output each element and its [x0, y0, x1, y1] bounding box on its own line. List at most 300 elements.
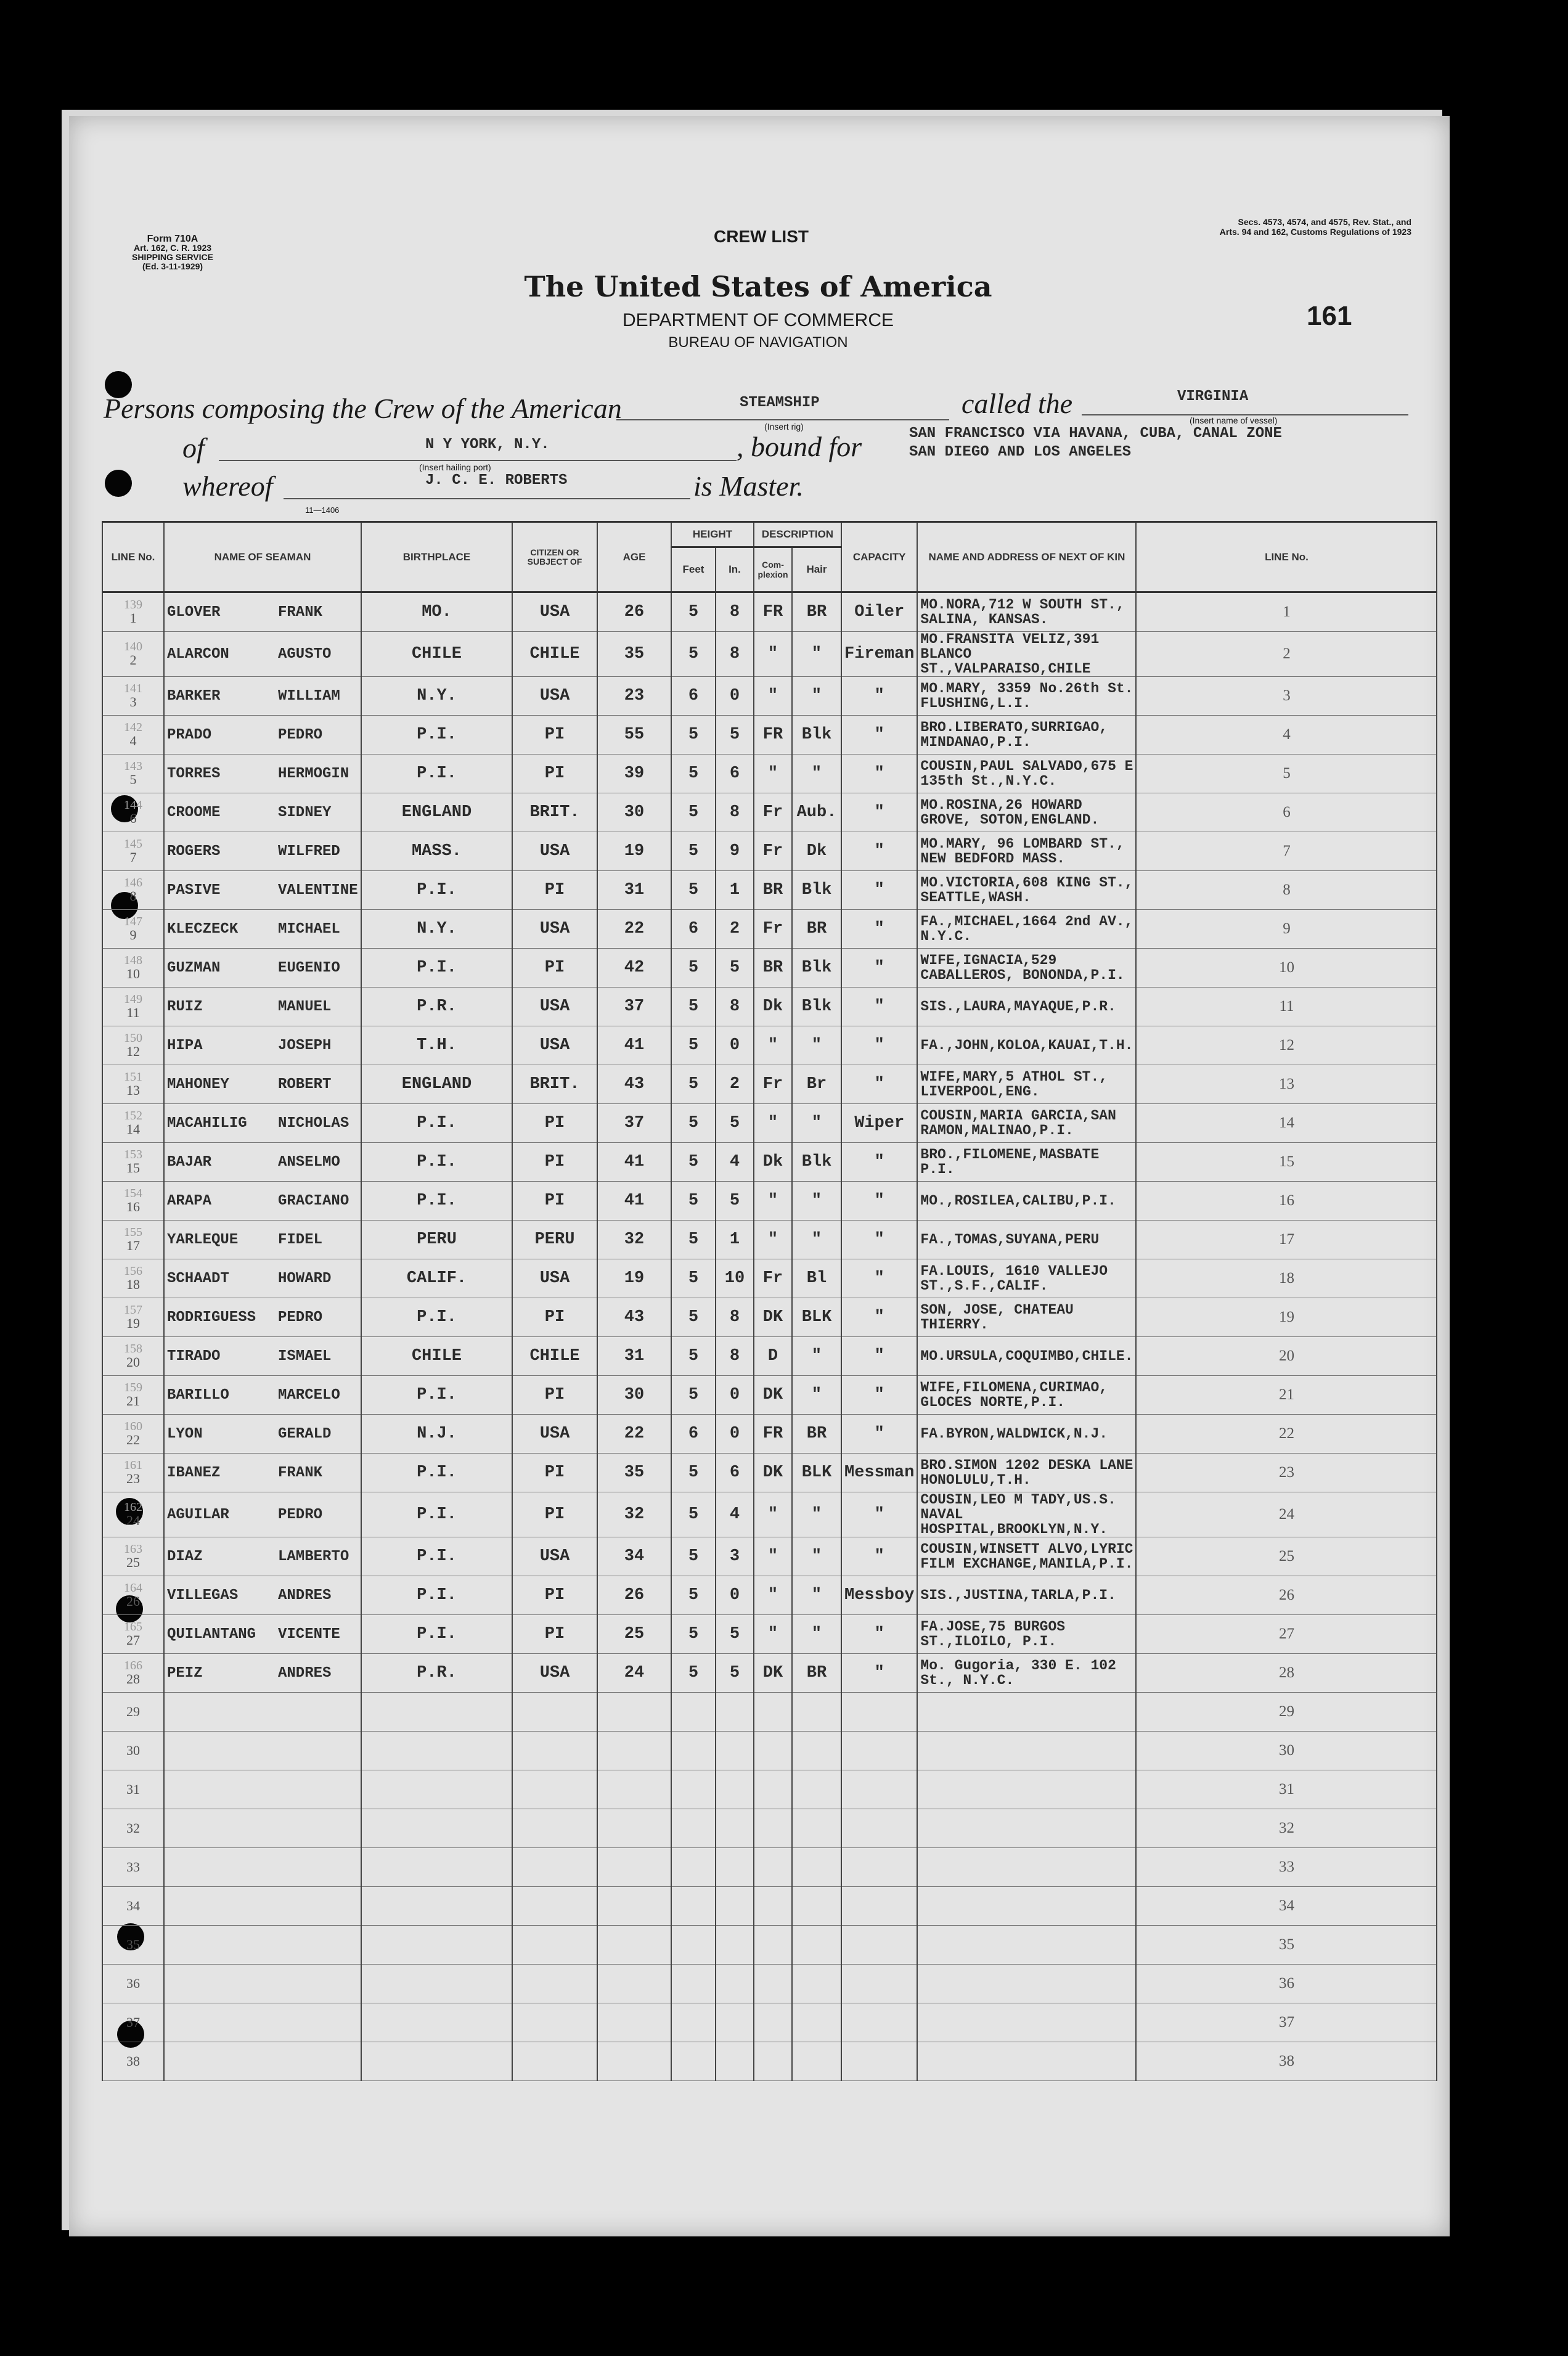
seaman-name-cell: [164, 1848, 361, 1887]
hair-cell: [792, 1809, 841, 1848]
birthplace-cell: P.I.: [361, 1182, 512, 1221]
height-feet-cell: 5: [671, 949, 716, 988]
complexion-cell: FR: [754, 592, 792, 632]
line-number-right-cell: 25: [1136, 1537, 1437, 1576]
next-of-kin-cell: FA.,TOMAS,SUYANA,PERU: [917, 1221, 1136, 1259]
height-feet-cell: 5: [671, 1259, 716, 1298]
seaman-name-cell: [164, 1965, 361, 2003]
complexion-cell: DK: [754, 1376, 792, 1415]
height-feet-cell: 5: [671, 1376, 716, 1415]
complexion-cell: [754, 1770, 792, 1809]
table-header: [102, 522, 1490, 547]
line-number-cell: [102, 1026, 164, 1065]
seaman-name-cell: [164, 1809, 361, 1848]
next-of-kin-cell: [917, 1693, 1136, 1732]
citizen-cell: PI: [512, 1182, 597, 1221]
complexion-cell: [754, 1887, 792, 1926]
given-name: GRACIANO: [278, 1192, 349, 1209]
citizen-cell: PI: [512, 1615, 597, 1654]
line-number-cell: [102, 1259, 164, 1298]
citizen-cell: USA: [512, 677, 597, 716]
destination-line2: SAN DIEGO AND LOS ANGELES: [909, 444, 1132, 460]
age-cell: [597, 1965, 671, 2003]
hair-cell: Bl: [792, 1259, 841, 1298]
line-number: 6: [129, 811, 137, 826]
line-number-cell: [102, 2003, 164, 2042]
surname: LYON: [167, 1425, 203, 1442]
line-number-right-cell: 22: [1136, 1415, 1437, 1454]
given-name: ANDRES: [278, 1664, 332, 1682]
col-age: AGE: [597, 522, 671, 592]
next-of-kin-cell: [917, 1770, 1136, 1809]
hair-cell: BLK: [792, 1298, 841, 1337]
serial-number: 148: [124, 954, 142, 967]
col-line-no: LINE No.: [102, 522, 164, 592]
seaman-name-cell: [164, 832, 361, 871]
next-of-kin-cell: [917, 2003, 1136, 2042]
given-name: MARCELO: [278, 1386, 340, 1404]
height-inches-cell: [716, 1887, 754, 1926]
age-cell: 41: [597, 1182, 671, 1221]
height-inches-cell: 0: [716, 1415, 754, 1454]
serial-number: 158: [124, 1342, 142, 1356]
line-number-right-cell: 9: [1136, 910, 1437, 949]
seaman-name-cell: [164, 1104, 361, 1143]
complexion-cell: DK: [754, 1654, 792, 1693]
citizen-cell: PI: [512, 716, 597, 755]
line-number-cell: [102, 1965, 164, 2003]
seaman-name-cell: [164, 1537, 361, 1576]
height-inches-cell: [716, 1809, 754, 1848]
rig-value: STEAMSHIP: [740, 395, 820, 411]
complexion-cell: [754, 1809, 792, 1848]
serial-number: 165: [124, 1620, 142, 1634]
surname: PEIZ: [167, 1664, 203, 1682]
table-row: [102, 1848, 1490, 1887]
height-inches-cell: 1: [716, 1221, 754, 1259]
line-number: 22: [126, 1432, 140, 1447]
line-number: 31: [126, 1781, 140, 1797]
age-cell: 42: [597, 949, 671, 988]
line-number-cell: [102, 871, 164, 910]
line-number-right-cell: 28: [1136, 1654, 1437, 1693]
line-number: 14: [126, 1121, 140, 1137]
line-number-cell: [102, 1887, 164, 1926]
page-number: 161: [1307, 301, 1352, 331]
height-feet-cell: 5: [671, 1298, 716, 1337]
next-of-kin-cell: FA.,MICHAEL,1664 2nd AV., N.Y.C.: [917, 910, 1136, 949]
line-number: 30: [126, 1743, 140, 1758]
complexion-cell: [754, 1848, 792, 1887]
col-citizen: CITIZEN OR SUBJECT OF: [512, 522, 597, 592]
height-feet-cell: [671, 1693, 716, 1732]
capacity-cell: ": [841, 1415, 917, 1454]
surname: ROGERS: [167, 843, 221, 860]
seaman-name-cell: [164, 1298, 361, 1337]
complexion-cell: Fr: [754, 910, 792, 949]
capacity-cell: ": [841, 988, 917, 1026]
complexion-cell: ": [754, 1576, 792, 1615]
height-feet-cell: [671, 1732, 716, 1770]
line-number-right-cell: 12: [1136, 1026, 1437, 1065]
given-name: PEDRO: [278, 1506, 323, 1523]
next-of-kin-cell: SIS.,LAURA,MAYAQUE,P.R.: [917, 988, 1136, 1026]
height-inches-cell: 8: [716, 988, 754, 1026]
hair-cell: ": [792, 1182, 841, 1221]
hair-cell: ": [792, 1376, 841, 1415]
capacity-cell: [841, 1965, 917, 2003]
height-inches-cell: 6: [716, 1454, 754, 1492]
line-number-cell: [102, 632, 164, 677]
citizen-cell: USA: [512, 1259, 597, 1298]
citizen-cell: PERU: [512, 1221, 597, 1259]
surname: IBANEZ: [167, 1464, 221, 1481]
table-row: [102, 1376, 1490, 1415]
next-of-kin-cell: BRO.LIBERATO,SURRIGAO, MINDANAO,P.I.: [917, 716, 1136, 755]
given-name: ANDRES: [278, 1587, 332, 1604]
next-of-kin-cell: COUSIN,LEO M TADY,US.S. NAVAL HOSPITAL,BROOKLYN,N.Y.: [917, 1492, 1136, 1537]
height-feet-cell: 5: [671, 1104, 716, 1143]
line-number-right-cell: 24: [1136, 1492, 1437, 1537]
next-of-kin-cell: [917, 1887, 1136, 1926]
line-number-right-cell: 14: [1136, 1104, 1437, 1143]
seaman-name-cell: [164, 1259, 361, 1298]
height-inches-cell: 10: [716, 1259, 754, 1298]
printer-code: 11—1406: [305, 505, 340, 515]
line-number: 35: [126, 1937, 140, 1952]
capacity-cell: ": [841, 1337, 917, 1376]
hair-cell: Aub.: [792, 793, 841, 832]
complexion-cell: BR: [754, 949, 792, 988]
birthplace-cell: N.J.: [361, 1415, 512, 1454]
line-number-cell: [102, 755, 164, 793]
age-cell: 30: [597, 1376, 671, 1415]
hair-cell: [792, 1926, 841, 1965]
birthplace-cell: CHILE: [361, 632, 512, 677]
hair-cell: ": [792, 677, 841, 716]
surname: CROOME: [167, 804, 221, 821]
birthplace-cell: [361, 1926, 512, 1965]
citizen-cell: BRIT.: [512, 793, 597, 832]
birthplace-cell: [361, 1887, 512, 1926]
complexion-cell: BR: [754, 871, 792, 910]
line-number: 2: [129, 652, 137, 668]
capacity-cell: Fireman: [841, 632, 917, 677]
col-line-no-right: LINE No.: [1136, 522, 1437, 592]
seaman-name-cell: [164, 1182, 361, 1221]
line-number: 7: [129, 849, 137, 865]
master-name: J. C. E. ROBERTS: [425, 472, 568, 489]
height-inches-cell: 8: [716, 1298, 754, 1337]
capacity-cell: ": [841, 1221, 917, 1259]
statutes-note: [1177, 217, 1411, 237]
bound-for-label: , bound for: [737, 431, 862, 462]
given-name: NICHOLAS: [278, 1115, 349, 1132]
height-feet-cell: 5: [671, 871, 716, 910]
complexion-cell: ": [754, 1182, 792, 1221]
col-birthplace: BIRTHPLACE: [361, 522, 512, 592]
line-number: 5: [129, 772, 137, 787]
citizen-cell: PI: [512, 1376, 597, 1415]
given-name: VALENTINE: [278, 881, 358, 899]
line-number: 20: [126, 1354, 140, 1370]
seaman-name-cell: [164, 2042, 361, 2081]
of-label: of: [182, 432, 205, 464]
surname: GUZMAN: [167, 959, 221, 976]
next-of-kin-cell: FA.BYRON,WALDWICK,N.J.: [917, 1415, 1136, 1454]
line-number-cell: [102, 1298, 164, 1337]
given-name: PEDRO: [278, 726, 323, 743]
birthplace-cell: T.H.: [361, 1026, 512, 1065]
serial-number: 159: [124, 1381, 142, 1394]
capacity-cell: ": [841, 677, 917, 716]
line-number: 11: [126, 1005, 140, 1020]
col-height: HEIGHT: [671, 522, 754, 547]
line-number: 3: [129, 694, 137, 710]
line-number-cell: [102, 1065, 164, 1104]
line-number-right-cell: 3: [1136, 677, 1437, 716]
citizen-cell: USA: [512, 832, 597, 871]
surname: KLECZECK: [167, 920, 239, 938]
line-number-cell: [102, 1415, 164, 1454]
table-row: [102, 1693, 1490, 1732]
serial-number: 144: [124, 798, 142, 812]
height-feet-cell: 5: [671, 988, 716, 1026]
age-cell: 41: [597, 1143, 671, 1182]
hair-cell: Blk: [792, 1143, 841, 1182]
table-row: [102, 1454, 1490, 1492]
serial-number: 163: [124, 1542, 142, 1556]
serial-number: 157: [124, 1303, 142, 1317]
complexion-cell: Fr: [754, 1259, 792, 1298]
birthplace-cell: P.R.: [361, 1654, 512, 1693]
height-feet-cell: 5: [671, 755, 716, 793]
line-number-right-cell: 19: [1136, 1298, 1437, 1337]
next-of-kin-cell: SON, JOSE, CHATEAU THIERRY.: [917, 1298, 1136, 1337]
next-of-kin-cell: COUSIN,MARIA GARCIA,SAN RAMON,MALINAO,P.I.: [917, 1104, 1136, 1143]
capacity-cell: ": [841, 1026, 917, 1065]
capacity-cell: ": [841, 755, 917, 793]
citizen-cell: USA: [512, 1537, 597, 1576]
height-feet-cell: 6: [671, 1415, 716, 1454]
line-number-cell: [102, 1809, 164, 1848]
capacity-cell: ": [841, 871, 917, 910]
given-name: VICENTE: [278, 1626, 340, 1643]
birthplace-cell: [361, 1809, 512, 1848]
birthplace-cell: P.I.: [361, 716, 512, 755]
citizen-cell: [512, 1848, 597, 1887]
line-number-cell: [102, 1732, 164, 1770]
line-number: 19: [126, 1315, 140, 1331]
seaman-name-cell: [164, 1770, 361, 1809]
age-cell: [597, 1887, 671, 1926]
height-inches-cell: [716, 1926, 754, 1965]
next-of-kin-cell: [917, 1926, 1136, 1965]
capacity-cell: ": [841, 1654, 917, 1693]
given-name: JOSEPH: [278, 1037, 332, 1054]
height-inches-cell: [716, 1770, 754, 1809]
age-cell: 23: [597, 677, 671, 716]
capacity-cell: ": [841, 1376, 917, 1415]
form-reference: [105, 234, 240, 271]
seaman-name-cell: [164, 592, 361, 632]
height-feet-cell: 5: [671, 832, 716, 871]
serial-number: 143: [124, 759, 142, 773]
line-number-right-cell: 33: [1136, 1848, 1437, 1887]
seaman-name-cell: [164, 1492, 361, 1537]
height-inches-cell: 6: [716, 755, 754, 793]
next-of-kin-cell: MO.ROSINA,26 HOWARD GROVE, SOTON,ENGLAND.: [917, 793, 1136, 832]
age-cell: 43: [597, 1065, 671, 1104]
height-feet-cell: 5: [671, 1537, 716, 1576]
birthplace-cell: P.I.: [361, 1615, 512, 1654]
next-of-kin-cell: MO.MARY, 96 LOMBARD ST., NEW BEDFORD MASS.: [917, 832, 1136, 871]
citizen-cell: [512, 1809, 597, 1848]
hair-cell: ": [792, 1615, 841, 1654]
citizen-cell: CHILE: [512, 1337, 597, 1376]
capacity-cell: [841, 1848, 917, 1887]
birthplace-cell: [361, 1732, 512, 1770]
capacity-cell: [841, 2042, 917, 2081]
age-cell: [597, 2003, 671, 2042]
line-number-cell: [102, 1492, 164, 1537]
complexion-cell: ": [754, 755, 792, 793]
rig-line: [616, 419, 949, 420]
surname: BARKER: [167, 687, 221, 705]
line-number: 29: [126, 1704, 140, 1719]
line-number: 4: [129, 733, 137, 748]
citizen-cell: [512, 1965, 597, 2003]
line-number: 37: [126, 2014, 140, 2030]
age-cell: 31: [597, 1337, 671, 1376]
capacity-cell: ": [841, 793, 917, 832]
given-name: SIDNEY: [278, 804, 332, 821]
col-next-of-kin: NAME AND ADDRESS OF NEXT OF KIN: [917, 522, 1136, 592]
complexion-cell: [754, 2042, 792, 2081]
citizen-cell: [512, 2003, 597, 2042]
line-number: 1: [129, 610, 137, 626]
next-of-kin-cell: COUSIN,WINSETT ALVO,LYRIC FILM EXCHANGE,MANILA,P.I.: [917, 1537, 1136, 1576]
line-number-right-cell: 13: [1136, 1065, 1437, 1104]
seaman-name-cell: [164, 1887, 361, 1926]
line-number: 27: [126, 1632, 140, 1648]
serial-number: 166: [124, 1659, 142, 1672]
complexion-cell: DK: [754, 1298, 792, 1337]
height-inches-cell: 3: [716, 1537, 754, 1576]
table-row: [102, 2042, 1490, 2081]
age-cell: 22: [597, 910, 671, 949]
hair-cell: [792, 2003, 841, 2042]
line-number-right-cell: 5: [1136, 755, 1437, 793]
hair-cell: ": [792, 1221, 841, 1259]
height-inches-cell: 0: [716, 1376, 754, 1415]
surname: GLOVER: [167, 603, 221, 621]
capacity-cell: [841, 1693, 917, 1732]
surname: MAHONEY: [167, 1076, 229, 1093]
hair-cell: Blk: [792, 949, 841, 988]
age-cell: [597, 1693, 671, 1732]
height-feet-cell: 5: [671, 1615, 716, 1654]
serial-number: 139: [124, 598, 142, 611]
complexion-cell: D: [754, 1337, 792, 1376]
table-row: [102, 2003, 1490, 2042]
table-row: [102, 1104, 1490, 1143]
height-feet-cell: 5: [671, 793, 716, 832]
height-inches-cell: [716, 1965, 754, 2003]
capacity-cell: [841, 1887, 917, 1926]
hair-cell: [792, 1770, 841, 1809]
capacity-cell: ": [841, 1615, 917, 1654]
birthplace-cell: P.I.: [361, 1376, 512, 1415]
whereof-label: whereof: [182, 470, 273, 502]
given-name: ISMAEL: [278, 1348, 332, 1365]
birthplace-cell: P.I.: [361, 1576, 512, 1615]
height-inches-cell: 5: [716, 1182, 754, 1221]
line-number-right-cell: 35: [1136, 1926, 1437, 1965]
line-number: 8: [129, 888, 137, 904]
line-number-cell: [102, 677, 164, 716]
line-number-cell: [102, 1926, 164, 1965]
given-name: AGUSTO: [278, 645, 332, 663]
line-number-cell: [102, 1454, 164, 1492]
hair-cell: Blk: [792, 988, 841, 1026]
height-feet-cell: 5: [671, 716, 716, 755]
capacity-cell: ": [841, 1182, 917, 1221]
surname: RUIZ: [167, 998, 203, 1015]
complexion-cell: Fr: [754, 1065, 792, 1104]
seaman-name-cell: [164, 1576, 361, 1615]
line-number-right-cell: 34: [1136, 1887, 1437, 1926]
line-number-cell: [102, 1848, 164, 1887]
height-feet-cell: 5: [671, 1143, 716, 1182]
citizen-cell: [512, 1693, 597, 1732]
citizen-cell: PI: [512, 755, 597, 793]
line-number-right-cell: 10: [1136, 949, 1437, 988]
line-number: 10: [126, 966, 140, 981]
serial-number: 156: [124, 1264, 142, 1278]
surname: MACAHILIG: [167, 1115, 247, 1132]
surname: PASIVE: [167, 881, 221, 899]
next-of-kin-cell: WIFE,FILOMENA,CURIMAO, GLOCES NORTE,P.I.: [917, 1376, 1136, 1415]
line-number-cell: [102, 1615, 164, 1654]
capacity-cell: ": [841, 832, 917, 871]
col-name: NAME OF SEAMAN: [164, 522, 361, 592]
given-name: ANSELMO: [278, 1153, 340, 1171]
complexion-cell: ": [754, 1104, 792, 1143]
line-number-cell: [102, 1143, 164, 1182]
table-row: [102, 716, 1490, 755]
line-number: 24: [126, 1513, 140, 1528]
country-title: The United States of America: [524, 270, 992, 303]
surname: AGUILAR: [167, 1506, 229, 1523]
master-line: [284, 498, 690, 499]
surname: PRADO: [167, 726, 212, 743]
birthplace-cell: P.I.: [361, 1492, 512, 1537]
height-inches-cell: [716, 2042, 754, 2081]
line-number-right-cell: 21: [1136, 1376, 1437, 1415]
col-description: DESCRIPTION: [754, 522, 841, 547]
height-inches-cell: 2: [716, 1065, 754, 1104]
seaman-name-cell: [164, 755, 361, 793]
complexion-cell: [754, 2003, 792, 2042]
birthplace-cell: P.I.: [361, 1143, 512, 1182]
form-ref-line: Art. 162, C. R. 1923: [133, 243, 212, 253]
next-of-kin-cell: FA.,JOHN,KOLOA,KAUAI,T.H.: [917, 1026, 1136, 1065]
line-number-cell: [102, 1770, 164, 1809]
line-number-right-cell: 38: [1136, 2042, 1437, 2081]
citizen-cell: BRIT.: [512, 1065, 597, 1104]
line-number: 32: [126, 1820, 140, 1836]
